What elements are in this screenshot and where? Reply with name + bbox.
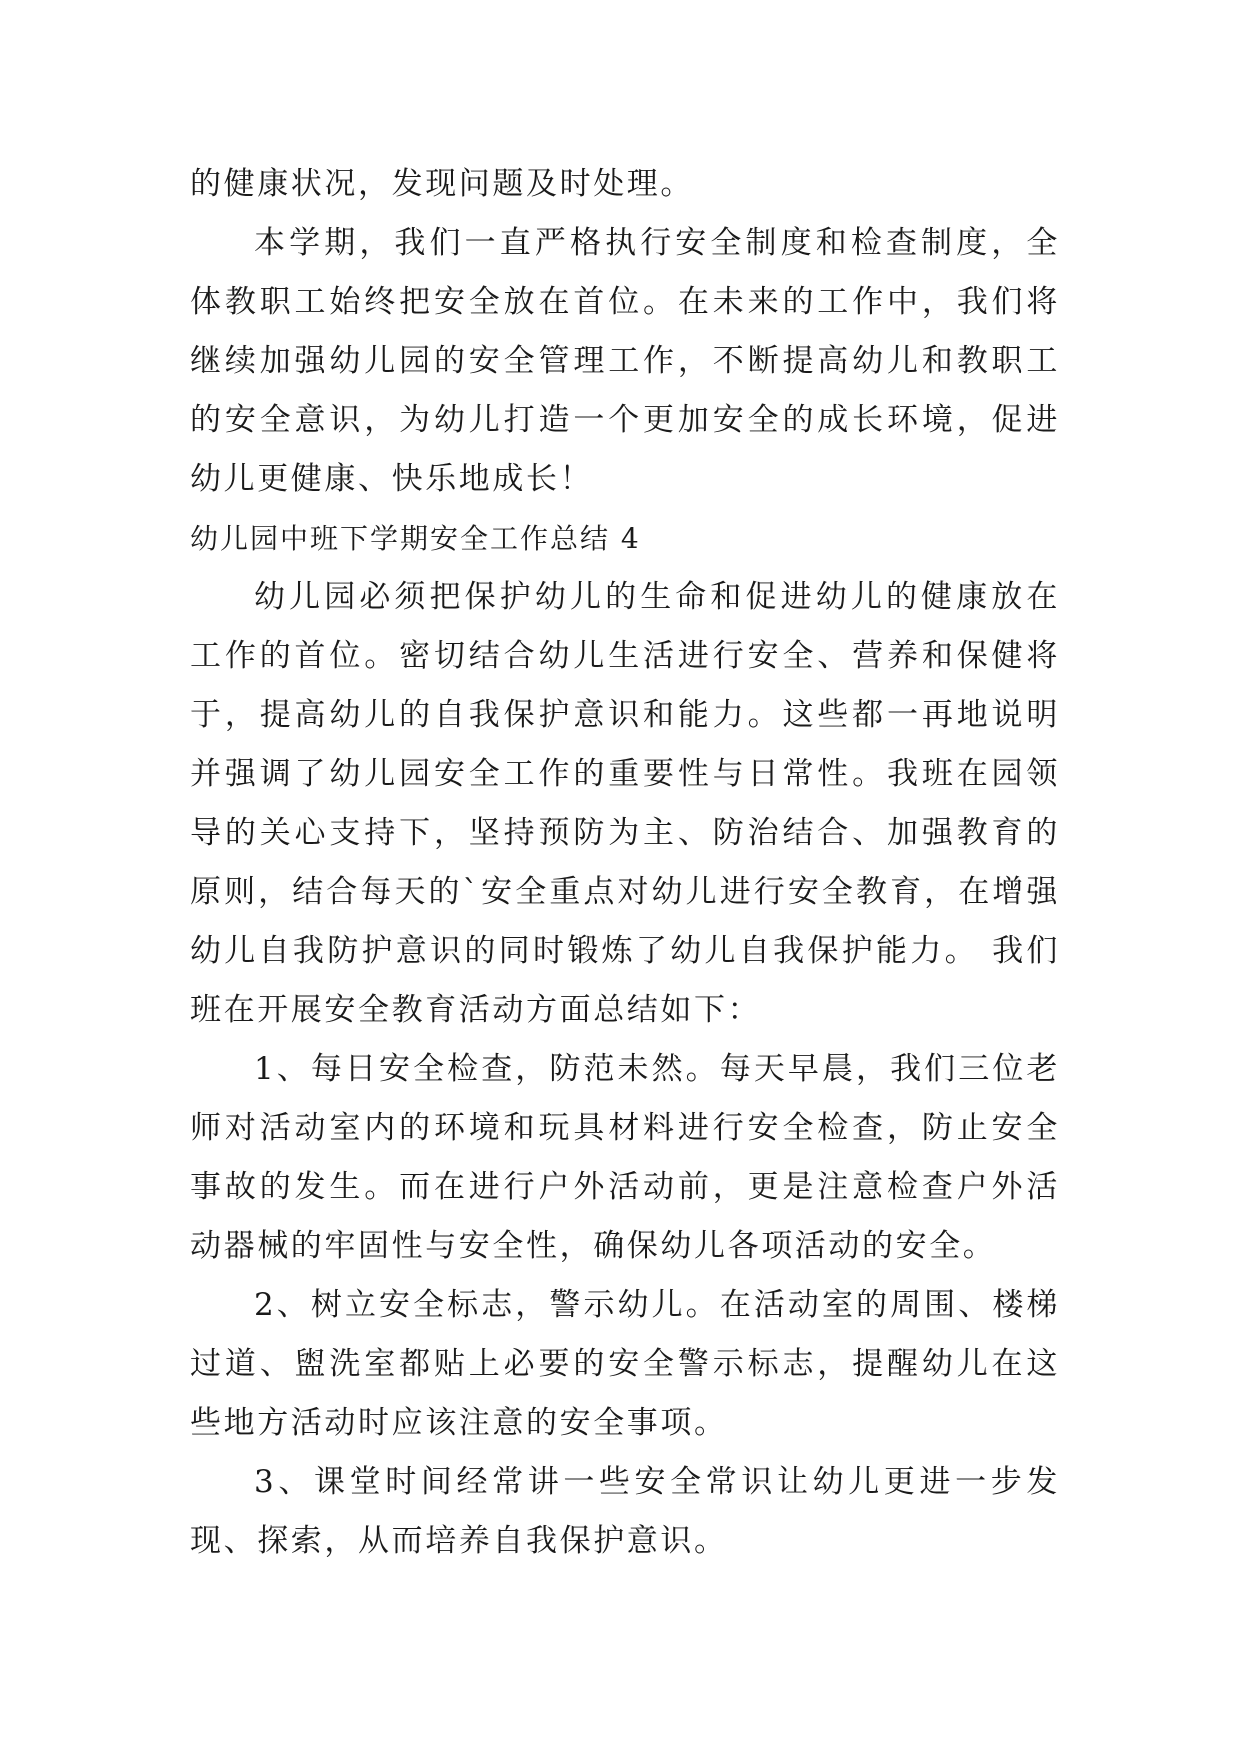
paragraph-semester-summary: 本学期，我们一直严格执行安全制度和检查制度，全体教职工始终把安全放在首位。在未来的工作中，我们将继续加强幼儿园的安全管理工作，不断提高幼儿和教职工的安全意识，为幼儿打造一个更加安全的成长环境，促进幼儿更健康、快乐地成长！ xyxy=(190,225,1060,497)
paragraph-intro: 幼儿园必须把保护幼儿的生命和促进幼儿的健康放在工作的首位。密切结合幼儿生活进行安全、营养和保健将于，提高幼儿的自我保护意识和能力。这些都一再地说明并强调了幼儿园安全工作的重要性与日常性。我班在园领导的关心支持下，坚持预防为主、防治结合、加强教育的原则，结合每天的`安全重点对幼儿进行安全教育，在增强幼儿自我防护意识的同时锻炼了幼儿自我保护能力。 我们班在开展安全教育活动方面总结如下： xyxy=(190,579,1060,1028)
section-title: 幼儿园中班下学期安全工作总结 4 xyxy=(190,522,641,555)
paragraph-item-1: 1、每日安全检查，防范未然。每天早晨，我们三位老师对活动室内的环境和玩具材料进行安全检查，防止安全事故的发生。而在进行户外活动前，更是注意检查户外活动器械的牢固性与安全性，确保幼儿各项活动的安全。 xyxy=(190,1051,1060,1264)
paragraph-item-3: 3、课堂时间经常讲一些安全常识让幼儿更进一步发现、探索，从而培养自我保护意识。 xyxy=(190,1464,1060,1559)
paragraph-item-2: 2、树立安全标志，警示幼儿。在活动室的周围、楼梯过道、盥洗室都贴上必要的安全警示标志，提醒幼儿在这些地方活动时应该注意的安全事项。 xyxy=(190,1287,1060,1441)
paragraph-continuation: 的健康状况，发现问题及时处理。 xyxy=(190,166,694,202)
document-body xyxy=(190,155,1060,1571)
